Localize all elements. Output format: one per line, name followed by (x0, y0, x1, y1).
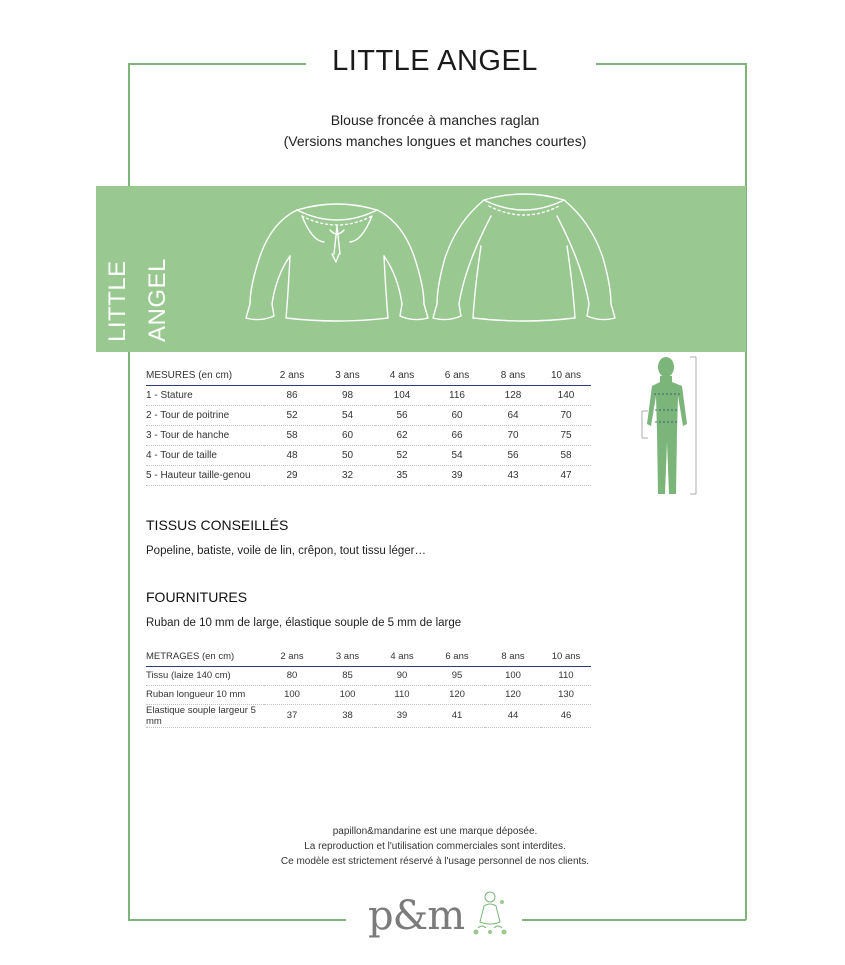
table-cell: 85 (320, 666, 375, 685)
table-header-cell: 2 ans (264, 366, 320, 385)
table-cell: 38 (320, 704, 375, 727)
table-cell: 64 (485, 405, 541, 425)
table-cell: 95 (429, 666, 485, 685)
table-cell: 54 (320, 405, 375, 425)
table-cell: 100 (264, 685, 320, 704)
table-cell: 66 (429, 425, 485, 445)
supplies-text: Ruban de 10 mm de large, élastique souple de 5 mm de large (146, 617, 462, 629)
table-cell: 4 - Tour de taille (146, 445, 264, 465)
table-row (146, 425, 591, 445)
table-cell: 50 (320, 445, 375, 465)
table-cell: 100 (485, 666, 541, 685)
table-cell: 52 (264, 405, 320, 425)
table-cell: Ruban longueur 10 mm (146, 685, 264, 704)
frame-top-left-line (128, 63, 306, 65)
subtitle-line-1: Blouse froncée à manches raglan (330, 112, 540, 128)
table-cell: 104 (375, 385, 429, 405)
table-cell: 41 (429, 704, 485, 727)
table-header-row (146, 648, 591, 666)
page-title: LITTLE ANGEL (332, 45, 538, 77)
table-cell: 128 (485, 385, 541, 405)
table-header-cell: 6 ans (429, 366, 485, 385)
table-cell: 70 (541, 405, 591, 425)
fabrics-text: Popeline, batiste, voile de lin, crêpon, tout tissu léger… (146, 545, 426, 557)
table-cell: 37 (264, 704, 320, 727)
fabrics-title: TISSUS CONSEILLÉS (146, 517, 289, 533)
blouse-back-drawing (429, 186, 619, 352)
table-cell: 47 (541, 465, 591, 485)
table-header-row (146, 366, 591, 385)
table-cell: 120 (485, 685, 541, 704)
table-cell: 43 (485, 465, 541, 485)
table-cell: 44 (485, 704, 541, 727)
subtitle-line-2: (Versions manches longues et manches courtes) (283, 133, 587, 149)
table-header-cell: 8 ans (485, 648, 541, 666)
table-cell: 75 (541, 425, 591, 445)
brand-logo: p&m (368, 893, 465, 939)
table-row (146, 445, 591, 465)
table-cell: 48 (264, 445, 320, 465)
table-header-cell: 10 ans (541, 648, 591, 666)
table-cell: 98 (320, 385, 375, 405)
frame-top-right-line (596, 63, 746, 65)
table-header-cell: 4 ans (375, 648, 429, 666)
illustration-band (96, 186, 746, 352)
supplies-title: FOURNITURES (146, 589, 248, 605)
table-cell: 3 - Tour de hanche (146, 425, 264, 445)
table-cell: 5 - Hauteur taille-genou (146, 465, 264, 485)
yardage-table (146, 648, 591, 728)
table-row (146, 405, 591, 425)
table-cell: 116 (429, 385, 485, 405)
table-cell: 120 (429, 685, 485, 704)
table-header-cell: 6 ans (429, 648, 485, 666)
table-cell: 80 (264, 666, 320, 685)
footer-reproduction-line: La reproduction et l'utilisation commerciales sont interdites. (304, 841, 566, 852)
blouse-front-drawing (242, 186, 432, 352)
table-header-cell: METRAGES (en cm) (146, 648, 264, 666)
band-side-label: LITTLE ANGEL (104, 258, 171, 342)
table-cell: 2 - Tour de poitrine (146, 405, 264, 425)
table-cell: 100 (320, 685, 375, 704)
table-cell: 110 (375, 685, 429, 704)
table-header-cell: 8 ans (485, 366, 541, 385)
table-header-cell: 3 ans (320, 648, 375, 666)
table-header-cell: 4 ans (375, 366, 429, 385)
table-cell: 29 (264, 465, 320, 485)
table-cell: 62 (375, 425, 429, 445)
table-cell: 54 (429, 445, 485, 465)
footer-usage-line: Ce modèle est strictement réservé à l'usage personnel de nos clients. (280, 856, 590, 867)
table-row (146, 666, 591, 685)
table-row (146, 685, 591, 704)
table-cell: 56 (375, 405, 429, 425)
table-row (146, 704, 591, 727)
table-cell: 39 (375, 704, 429, 727)
table-cell: 32 (320, 465, 375, 485)
table-cell: 1 - Stature (146, 385, 264, 405)
table-cell: 46 (541, 704, 591, 727)
table-header-cell: 10 ans (541, 366, 591, 385)
footer-trademark-line: papillon&mandarine est une marque déposée. (332, 826, 538, 837)
table-cell: 70 (485, 425, 541, 445)
measurements-table (146, 366, 591, 486)
table-cell: 90 (375, 666, 429, 685)
table-cell: 86 (264, 385, 320, 405)
table-cell: 60 (429, 405, 485, 425)
table-cell: 35 (375, 465, 429, 485)
flower-doll-icon (470, 888, 510, 938)
table-cell: 60 (320, 425, 375, 445)
frame-left-line-lower (128, 352, 130, 920)
table-cell: 130 (541, 685, 591, 704)
frame-left-line (128, 63, 130, 186)
child-measurement-figure (634, 354, 706, 498)
table-row (146, 465, 591, 485)
table-cell: 56 (485, 445, 541, 465)
table-row (146, 385, 591, 405)
table-cell: 110 (541, 666, 591, 685)
frame-bottom-right-line (522, 919, 746, 921)
table-cell: 58 (541, 445, 591, 465)
table-cell: Elastique souple largeur 5 mm (146, 704, 264, 727)
frame-bottom-left-line (128, 919, 346, 921)
table-cell: 52 (375, 445, 429, 465)
table-cell: 58 (264, 425, 320, 445)
table-header-cell: 3 ans (320, 366, 375, 385)
table-header-cell: 2 ans (264, 648, 320, 666)
table-cell: 140 (541, 385, 591, 405)
table-cell: Tissu (laize 140 cm) (146, 666, 264, 685)
table-header-cell: MESURES (en cm) (146, 366, 264, 385)
table-cell: 39 (429, 465, 485, 485)
